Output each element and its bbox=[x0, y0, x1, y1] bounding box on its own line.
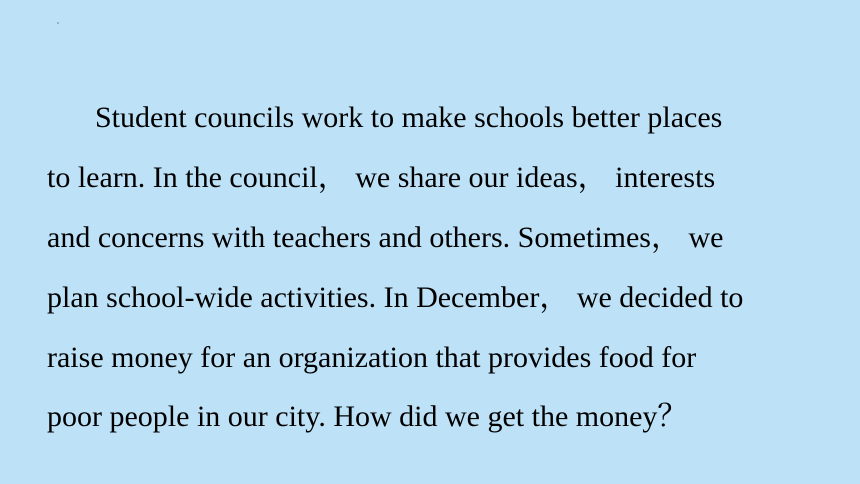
paragraph-line-1: Student councils work to make schools better places bbox=[95, 101, 723, 134]
paragraph-line-3: and concerns with teachers and others. Sometimes， we bbox=[47, 221, 724, 254]
paragraph-line-6: poor people in our city. How did we get the money？ bbox=[47, 400, 688, 433]
paragraph-line-4: plan school-wide activities. In December， we decided to bbox=[47, 281, 744, 314]
paragraph-line-5: raise money for an organization that provides food for bbox=[47, 341, 697, 374]
decorative-dot bbox=[57, 22, 59, 24]
paragraph-line-2: to learn. In the council， we share our ideas， interests bbox=[47, 161, 716, 194]
